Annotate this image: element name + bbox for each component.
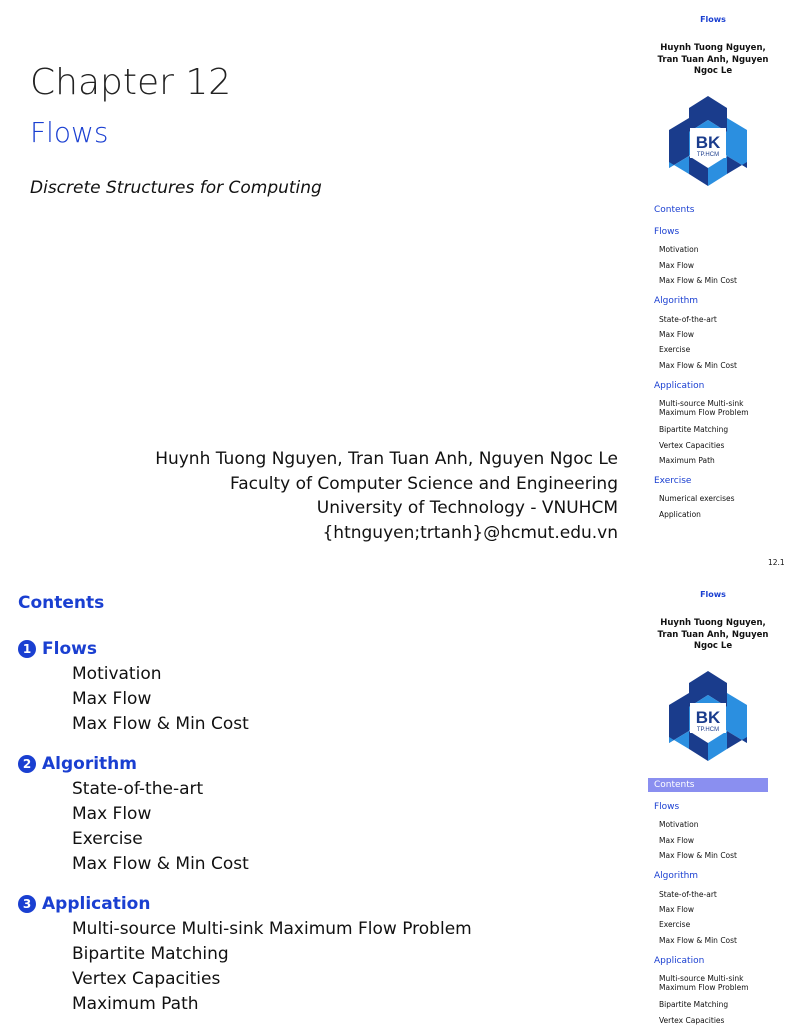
sidebar-title: Flows: [700, 15, 726, 24]
sidebar-item-state-of-the-art[interactable]: State-of-the-art: [659, 315, 717, 324]
section-number: 2: [18, 755, 36, 773]
section-number: 1: [18, 640, 36, 658]
course-name: Discrete Structures for Computing: [30, 178, 322, 198]
author-block: [155, 447, 618, 545]
sidebar-item-max-flow-min-cost[interactable]: Max Flow & Min Cost: [659, 276, 737, 285]
sidebar-item-state-of-the-art[interactable]: State-of-the-art: [659, 890, 717, 899]
sidebar-title: Flows: [700, 590, 726, 599]
sidebar-item-max-flow-min-cost[interactable]: Max Flow & Min Cost: [659, 936, 737, 945]
contents-slide: [0, 575, 768, 1024]
sidebar-item-exercise[interactable]: Exercise: [659, 920, 691, 929]
sidebar-authors-line: Tran Tuan Anh, Nguyen: [657, 54, 769, 65]
sidebar-item-algorithm[interactable]: Algorithm: [654, 871, 699, 881]
contents-title: Contents: [18, 593, 105, 613]
sidebar-item-numerical[interactable]: Numerical exercises: [659, 494, 735, 503]
section-number: 3: [18, 895, 36, 913]
contents-item[interactable]: Max Flow: [72, 689, 152, 709]
sidebar-item-bipartite[interactable]: Bipartite Matching: [659, 1000, 729, 1009]
logo-subtext: TP.HCM: [696, 727, 720, 733]
sidebar-item-max-flow-min-cost[interactable]: Max Flow & Min Cost: [659, 851, 737, 860]
sidebar-item-max-path[interactable]: Maximum Path: [659, 456, 715, 465]
sidebar-item-line: Multi-source Multi-sink: [659, 974, 744, 983]
sidebar-item-flows[interactable]: Flows: [654, 227, 680, 237]
sidebar-item-flows[interactable]: Flows: [654, 802, 680, 812]
sidebar-item-max-flow[interactable]: Max Flow: [659, 905, 695, 914]
university: University of Technology - VNUHCM: [316, 498, 618, 518]
sidebar-item-contents[interactable]: Contents: [654, 205, 695, 215]
sidebar-authors-line: Huynh Tuong Nguyen,: [660, 43, 766, 53]
sidebar-item-vertex[interactable]: Vertex Capacities: [659, 441, 725, 450]
sidebar-item-max-flow[interactable]: Max Flow: [659, 330, 695, 339]
sidebar-item-motivation[interactable]: Motivation: [659, 245, 699, 254]
sidebar-item-multi-source[interactable]: [659, 399, 749, 417]
sidebar-item-line: Maximum Flow Problem: [659, 408, 749, 417]
contents-item[interactable]: Bipartite Matching: [72, 944, 229, 964]
contents-item[interactable]: State-of-the-art: [72, 779, 204, 799]
sidebar-item-max-flow-min-cost[interactable]: Max Flow & Min Cost: [659, 361, 737, 370]
sidebar-item-max-flow[interactable]: Max Flow: [659, 836, 695, 845]
contents-item[interactable]: Exercise: [72, 829, 143, 849]
contents-item[interactable]: Vertex Capacities: [72, 969, 221, 989]
contents-item[interactable]: Motivation: [72, 664, 162, 684]
sidebar-item-motivation[interactable]: Motivation: [659, 820, 699, 829]
author-names: Huynh Tuong Nguyen, Tran Tuan Anh, Nguyen Ngoc Le: [155, 449, 618, 469]
sidebar-item-application[interactable]: Application: [654, 956, 705, 966]
logo-subtext: TP.HCM: [696, 152, 720, 158]
sidebar-item-line: Maximum Flow Problem: [659, 983, 749, 992]
sidebar-authors: [648, 43, 778, 78]
contents-item[interactable]: Maximum Path: [72, 994, 199, 1014]
sidebar-item-algorithm[interactable]: Algorithm: [654, 296, 699, 306]
logo-text: BK: [695, 133, 721, 152]
sidebar-authors-line: Tran Tuan Anh, Nguyen: [657, 629, 769, 640]
section-flows[interactable]: [18, 639, 97, 659]
sidebar-item-line: Multi-source Multi-sink: [659, 399, 744, 408]
sidebar-item-exercise[interactable]: Exercise: [659, 345, 691, 354]
sidebar-item-application[interactable]: Application: [654, 381, 705, 391]
sidebar-item-application-ex[interactable]: Application: [659, 510, 701, 519]
contents-item[interactable]: Multi-source Multi-sink Maximum Flow Problem: [72, 919, 472, 939]
sidebar-authors-line: Ngoc Le: [693, 66, 733, 76]
logo-text: BK: [695, 708, 721, 727]
sidebar-authors-line: Huynh Tuong Nguyen,: [660, 618, 766, 628]
contents-item[interactable]: Max Flow & Min Cost: [72, 854, 249, 874]
page-number: 12.1: [768, 558, 785, 567]
contents-item[interactable]: Max Flow: [72, 804, 152, 824]
sidebar-item-exercise-section[interactable]: Exercise: [654, 476, 692, 486]
sidebar: [648, 575, 768, 1024]
sidebar-item-bipartite[interactable]: Bipartite Matching: [659, 425, 729, 434]
sidebar-authors: [648, 618, 778, 653]
sidebar-item-max-flow[interactable]: Max Flow: [659, 261, 695, 270]
section-title: Application: [42, 894, 151, 914]
faculty: Faculty of Computer Science and Engineering: [229, 473, 618, 494]
email: {htnguyen;trtanh}@hcmut.edu.vn: [322, 522, 618, 543]
section-title: Flows: [42, 639, 97, 659]
chapter-title: Chapter 12: [30, 62, 232, 103]
section-algorithm[interactable]: [18, 754, 137, 774]
sidebar-authors-line: Ngoc Le: [693, 641, 733, 651]
contents-item[interactable]: Max Flow & Min Cost: [72, 714, 249, 734]
chapter-subtitle: Flows: [30, 116, 109, 149]
bk-logo-icon: [661, 669, 755, 763]
sidebar-item-contents[interactable]: Contents: [648, 778, 768, 792]
sidebar-item-multi-source[interactable]: [659, 974, 749, 992]
section-application[interactable]: [18, 894, 150, 914]
section-title: Algorithm: [42, 754, 137, 774]
sidebar-item-vertex[interactable]: Vertex Capacities: [659, 1016, 725, 1025]
sidebar: [648, 0, 785, 575]
bk-logo-icon: [661, 94, 755, 188]
